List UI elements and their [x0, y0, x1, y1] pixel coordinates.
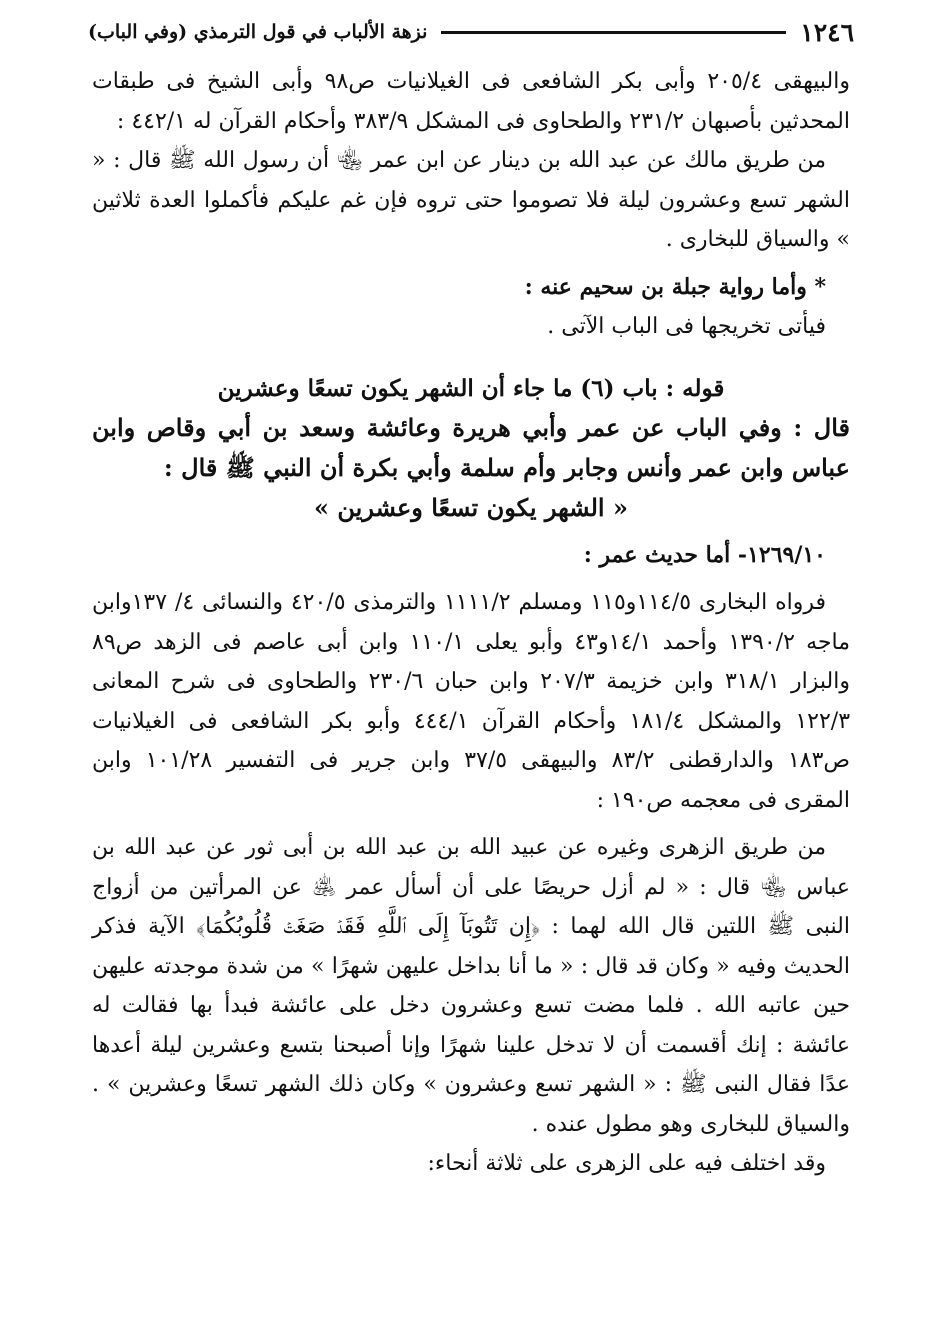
page-header [88, 12, 854, 52]
paragraph-jabala-note: * وأما رواية جبلة بن سحيم عنه : [524, 273, 826, 300]
chapter-quote: قال : وفي الباب عن عمر وأبي هريرة وعائشة وسعد بن أبي وقاص وابن عباس وابن عمر وأنس وجابر وأم سلمة وأبي بكرة أن النبي ﷺ قال : [92, 413, 850, 482]
chapter-heading: قوله : باب (٦) ما جاء أن الشهر يكون تسعًا وعشرين [217, 374, 725, 402]
paragraph-isnad-zuhri: من طريق الزهرى وغيره عن عبيد الله بن عبد الله بن أبى ثور عن عبد الله بن عباس ﵄ قال : « لم أزل حريصًا على أن أسأل عمر ﵁ عن المرأتين من أزواج النبى ﷺ اللتين قال الله لهما : ﴿إِن تَتُوبَآ إِلَى ٱللَّهِ فَقَدۡ صَغَتۡ قُلُوبُكُمَا﴾ الآية فذكر الحديث وفيه « وكان قد قال : « ما أنا بداخل عليهن شهرًا » من شدة موجدته عليهن حين عاتبه الله . فلما مضت تسع وعشرون دخل على عائشة فبدأ بها فقالت له عائشة : إنك أقسمت أن لا تدخل علينا شهرًا وإنا أصبحنا بتسع وعشرين ليلة أعدها عدًا فقال النبى ﷺ : « الشهر تسع وعشرون » وكان ذلك الشهر تسعًا وعشرين » . والسياق للبخارى وهو مطول عنده . [92, 835, 850, 1137]
chapter-quote-end: « الشهر يكون تسعًا وعشرين » [314, 493, 628, 522]
paragraph-next-chapter-note: فيأتى تخريجها فى الباب الآتى . [547, 314, 826, 339]
page-number: ١٢٤٦ [800, 17, 854, 47]
hadith-heading: ١٢٦٩/١٠- أما حديث عمر : [583, 541, 826, 568]
paragraph-sources-continued: والبيهقى ٢٠٥/٤ وأبى بكر الشافعى فى الغيلانيات ص٩٨ وأبى الشيخ فى طبقات المحدثين بأصبهان ٢٣١/٢ والطحاوى فى المشكل ٣٨٣/٩ وأحكام القرآن له ٤٤٢/١ : [92, 69, 850, 134]
paragraph-isnad-malik: من طريق مالك عن عبد الله بن دينار عن ابن عمر ﵄ أن رسول الله ﷺ قال : « الشهر تسع وعشرون ليلة فلا تصوموا حتى تروه فإن غم عليكم فأكملوا العدة ثلاثين » والسياق للبخارى . [92, 148, 850, 252]
page-body [92, 62, 850, 1184]
paragraph-takhrij: فرواه البخارى ١١٤/٥و١١٥ ومسلم ١١١١/٢ والترمذى ٤٢٠/٥ والنسائى ٤/ ١٣٧وابن ماجه ١٣٩٠/٢ وأحمد ١٤/١و٤٣ وأبو يعلى ١١٠/١ وابن أبى عاصم فى الزهد ص٨٩ والبزار ٣١٨/١ وابن خزيمة ٢٠٧/٣ وابن حبان ٢٣٠/٦ والطحاوى فى شرح المعانى ١٢٢/٣ والمشكل ١٨١/٤ وأحكام القرآن ٤٤٤/١ وأبو بكر الشافعى فى الغيلانيات ص١٨٣ والدارقطنى ٨٣/٢ والبيهقى ٣٧/٥ وابن جرير فى التفسير ١٠١/٢٨ وابن المقرى فى معجمه ص١٩٠ : [92, 590, 851, 813]
header-rule [441, 31, 786, 34]
paragraph-ikhtilaf: وقد اختلف فيه على الزهرى على ثلاثة أنحاء: [427, 1151, 826, 1176]
running-title: نزهة الألباب في قول الترمذي (وفي الباب) [88, 21, 428, 43]
